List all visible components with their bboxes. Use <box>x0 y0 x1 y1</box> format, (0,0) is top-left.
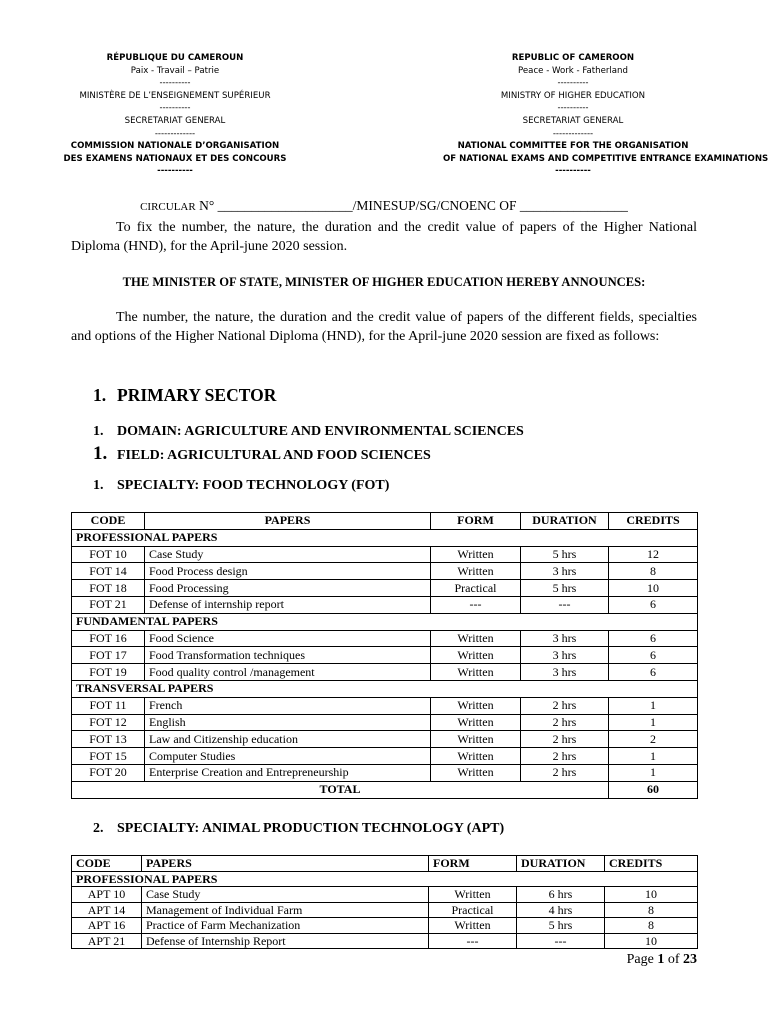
paper-form: Written <box>431 697 521 714</box>
paper-duration: 2 hrs <box>521 748 609 765</box>
table-row <box>72 580 698 597</box>
paper-form: Written <box>431 748 521 765</box>
specialty-title: SPECIALTY: FOOD TECHNOLOGY (FOT) <box>117 478 390 493</box>
section-row <box>72 680 698 697</box>
paper-name: Law and Citizenship education <box>145 731 431 748</box>
secretariat-en: SECRETARIAT GENERAL <box>522 115 624 126</box>
republic-name-fr: RÉPUBLIQUE DU CAMEROUN <box>106 53 244 63</box>
table-row <box>72 563 698 580</box>
paper-duration: --- <box>521 596 609 613</box>
table-row <box>72 933 698 949</box>
paper-form: Written <box>431 764 521 781</box>
paper-form: Written <box>429 918 517 934</box>
paper-credits: 2 <box>609 731 698 748</box>
papers-table-fot <box>71 512 698 799</box>
total-credits: 60 <box>609 781 698 798</box>
paper-credits: 8 <box>609 563 698 580</box>
paper-credits: 8 <box>605 918 698 934</box>
column-header: CREDITS <box>609 513 698 530</box>
paper-credits: 8 <box>605 902 698 918</box>
paper-duration: 2 hrs <box>521 697 609 714</box>
field-heading <box>93 443 431 465</box>
paper-form: Written <box>431 563 521 580</box>
letterhead-english <box>443 52 768 178</box>
paper-form: Written <box>431 664 521 681</box>
paper-duration: 6 hrs <box>517 887 605 903</box>
paper-code: APT 16 <box>72 918 142 934</box>
paper-duration: 3 hrs <box>521 563 609 580</box>
paper-duration: 5 hrs <box>521 580 609 597</box>
paper-name: Food Process design <box>145 563 431 580</box>
paper-credits: 1 <box>609 714 698 731</box>
field-number: 1. <box>93 443 108 464</box>
total-row <box>72 781 698 798</box>
paper-credits: 1 <box>609 748 698 765</box>
paper-code: FOT 18 <box>72 580 145 597</box>
announcement-heading: THE MINISTER OF STATE, MINISTER OF HIGHER EDUCATION HEREBY ANNOUNCES: <box>122 275 646 289</box>
column-header: PAPERS <box>142 856 429 872</box>
secretariat-fr: SECRETARIAT GENERAL <box>124 115 226 126</box>
section-label: FUNDAMENTAL PAPERS <box>72 613 698 630</box>
section-row <box>72 529 698 546</box>
specialty-number: 1. <box>93 478 104 493</box>
paper-code: FOT 16 <box>72 630 145 647</box>
paper-name: Food Transformation techniques <box>145 647 431 664</box>
column-header: FORM <box>431 513 521 530</box>
table-row <box>72 697 698 714</box>
ministry-fr: MINISTÈRE DE L’ENSEIGNEMENT SUPÉRIEUR <box>79 90 271 101</box>
table-row <box>72 664 698 681</box>
paper-credits: 12 <box>609 546 698 563</box>
table-row <box>72 596 698 613</box>
separator: ---------- <box>157 166 193 177</box>
paper-name: Food quality control /management <box>145 664 431 681</box>
paper-name: Practice of Farm Mechanization <box>142 918 429 934</box>
paper-form: Written <box>431 731 521 748</box>
domain-number: 1. <box>93 424 104 439</box>
paper-code: FOT 20 <box>72 764 145 781</box>
paper-name: French <box>145 697 431 714</box>
specialty-heading <box>93 478 389 494</box>
section-row <box>72 613 698 630</box>
paper-code: FOT 17 <box>72 647 145 664</box>
separator: ---------- <box>555 166 591 177</box>
sector-heading <box>93 385 276 406</box>
table-row <box>72 918 698 934</box>
republic-name-en: REPUBLIC OF CAMEROON <box>511 53 635 63</box>
paper-code: FOT 11 <box>72 697 145 714</box>
paper-name: Case Study <box>145 546 431 563</box>
paper-duration: 5 hrs <box>517 918 605 934</box>
paper-form: Practical <box>431 580 521 597</box>
table-row <box>72 546 698 563</box>
table-row <box>72 630 698 647</box>
domain-title: DOMAIN: AGRICULTURE AND ENVIRONMENTAL SCIENCES <box>117 424 524 439</box>
circular-label: CIRCULAR <box>140 201 196 213</box>
paper-credits: 1 <box>609 697 698 714</box>
paper-form: Written <box>429 887 517 903</box>
committee-en-line1: NATIONAL COMMITTEE FOR THE ORGANISATION <box>457 141 689 152</box>
paper-credits: 10 <box>609 580 698 597</box>
papers-table-apt <box>71 855 698 949</box>
paper-name: Food Science <box>145 630 431 647</box>
table-row <box>72 748 698 765</box>
page-of: of <box>664 952 683 967</box>
motto-en: Peace - Work - Fatherland <box>518 65 628 76</box>
paper-form: --- <box>431 596 521 613</box>
body-paragraph: The number, the nature, the duration and the credit value of papers of the different fields, specialties and options of the Higher National Diploma (HND), for the April-june 2020 session are fixed as follows: <box>71 310 697 344</box>
paper-name: Defense of Internship Report <box>142 933 429 949</box>
paper-duration: 3 hrs <box>521 630 609 647</box>
column-header: CREDITS <box>605 856 698 872</box>
paper-duration: 4 hrs <box>517 902 605 918</box>
column-header: DURATION <box>521 513 609 530</box>
table-row <box>72 647 698 664</box>
paper-form: Written <box>431 546 521 563</box>
paper-duration: 3 hrs <box>521 664 609 681</box>
separator: ------------- <box>552 128 594 139</box>
page-number: 1 <box>657 952 665 967</box>
paper-code: FOT 12 <box>72 714 145 731</box>
separator: ---------- <box>557 103 589 114</box>
separator: ---------- <box>159 103 191 114</box>
paper-credits: 6 <box>609 630 698 647</box>
total-label: TOTAL <box>72 781 609 798</box>
column-header: DURATION <box>517 856 605 872</box>
paper-form: --- <box>429 933 517 949</box>
paper-duration: 2 hrs <box>521 714 609 731</box>
paper-name: Enterprise Creation and Entrepreneurship <box>145 764 431 781</box>
table-row <box>72 887 698 903</box>
paper-name: Computer Studies <box>145 748 431 765</box>
separator: ------------- <box>154 128 196 139</box>
sector-title: PRIMARY SECTOR <box>117 385 277 405</box>
paper-name: English <box>145 714 431 731</box>
domain-heading <box>93 424 524 440</box>
paper-duration: 2 hrs <box>521 764 609 781</box>
commission-fr-line1: COMMISSION NATIONALE D’ORGANISATION <box>70 141 280 152</box>
column-header: CODE <box>72 856 142 872</box>
paper-credits: 6 <box>609 647 698 664</box>
specialty-heading <box>93 821 504 837</box>
ministry-en: MINISTRY OF HIGHER EDUCATION <box>500 90 646 101</box>
paper-name: Management of Individual Farm <box>142 902 429 918</box>
specialty-title: SPECIALTY: ANIMAL PRODUCTION TECHNOLOGY (APT) <box>117 821 505 836</box>
section-label: TRANSVERSAL PAPERS <box>72 680 698 697</box>
paper-name: Food Processing <box>145 580 431 597</box>
column-header: FORM <box>429 856 517 872</box>
paper-name: Case Study <box>142 887 429 903</box>
paper-name: Defense of internship report <box>145 596 431 613</box>
paper-credits: 6 <box>609 664 698 681</box>
circular-number: N° ____________________/MINESUP/SG/CNOENC OF ________________ <box>195 198 628 213</box>
paper-code: FOT 14 <box>72 563 145 580</box>
paper-code: FOT 13 <box>72 731 145 748</box>
column-header: CODE <box>72 513 145 530</box>
table-header-row <box>72 856 698 872</box>
paper-duration: 5 hrs <box>521 546 609 563</box>
table-row <box>72 764 698 781</box>
paper-form: Written <box>431 647 521 664</box>
paper-form: Written <box>431 714 521 731</box>
paper-code: FOT 19 <box>72 664 145 681</box>
paper-code: APT 14 <box>72 902 142 918</box>
intro-paragraph: To fix the number, the nature, the duration and the credit value of papers of the Higher National Diploma (HND), for the April-june 2020 session. <box>71 220 697 254</box>
paper-duration: 2 hrs <box>521 731 609 748</box>
circular-reference <box>0 198 768 214</box>
paper-form: Practical <box>429 902 517 918</box>
separator: ---------- <box>557 78 589 89</box>
table-row <box>72 714 698 731</box>
paper-duration: 3 hrs <box>521 647 609 664</box>
table-row <box>72 731 698 748</box>
table-header-row <box>72 513 698 530</box>
paper-credits: 10 <box>605 933 698 949</box>
paper-credits: 1 <box>609 764 698 781</box>
paper-credits: 10 <box>605 887 698 903</box>
page-total: 23 <box>683 952 697 967</box>
separator: ---------- <box>159 78 191 89</box>
committee-en-line2: OF NATIONAL EXAMS AND COMPETITIVE ENTRANCE EXAMINATIONS <box>443 153 768 164</box>
paper-code: APT 10 <box>72 887 142 903</box>
column-header: PAPERS <box>145 513 431 530</box>
motto-fr: Paix - Travail – Patrie <box>130 65 220 76</box>
page-footer <box>560 952 697 968</box>
section-row <box>72 871 698 887</box>
letterhead-french <box>45 52 305 178</box>
field-title: FIELD: AGRICULTURAL AND FOOD SCIENCES <box>117 448 431 463</box>
paper-form: Written <box>431 630 521 647</box>
page-prefix: Page <box>626 952 658 967</box>
specialty-number: 2. <box>93 821 104 836</box>
sector-number: 1. <box>93 385 107 405</box>
paper-code: APT 21 <box>72 933 142 949</box>
paper-duration: --- <box>517 933 605 949</box>
paper-credits: 6 <box>609 596 698 613</box>
section-label: PROFESSIONAL PAPERS <box>72 529 698 546</box>
table-row <box>72 902 698 918</box>
paper-code: FOT 10 <box>72 546 145 563</box>
section-label: PROFESSIONAL PAPERS <box>72 871 698 887</box>
commission-fr-line2: DES EXAMENS NATIONAUX ET DES CONCOURS <box>63 153 287 164</box>
paper-code: FOT 21 <box>72 596 145 613</box>
paper-code: FOT 15 <box>72 748 145 765</box>
